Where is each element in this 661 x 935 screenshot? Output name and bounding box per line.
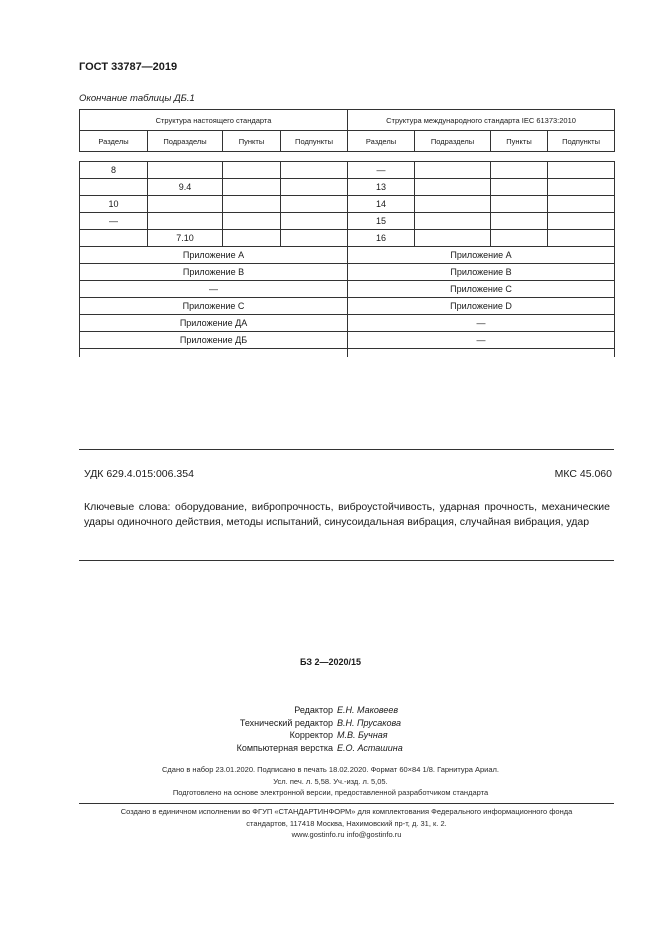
annex-cell-current: Приложение С	[80, 298, 348, 315]
table-cell	[223, 196, 281, 213]
table-cell: 14	[348, 196, 415, 213]
annex-cell-international: Приложение А	[348, 247, 615, 264]
credit-name: В.Н. Прусакова	[337, 717, 401, 728]
annex-cell-current: Приложение ДБ	[80, 332, 348, 349]
table-cell: 8	[80, 162, 148, 179]
divider-top	[79, 449, 614, 450]
column-header: Подразделы	[415, 131, 491, 152]
column-header: Разделы	[80, 131, 148, 152]
column-header: Подразделы	[148, 131, 223, 152]
table-cell: 10	[80, 196, 148, 213]
annex-cell-international: Приложение D	[348, 298, 615, 315]
credits-block	[0, 704, 661, 754]
table-cell	[223, 230, 281, 247]
table-cell	[148, 162, 223, 179]
table-cell	[491, 196, 548, 213]
annex-row	[80, 281, 615, 298]
credit-row	[0, 729, 661, 742]
annex-cell-current: Приложение А	[80, 247, 348, 264]
table-cell	[148, 196, 223, 213]
credit-name: Е.Н. Маковеев	[337, 705, 399, 715]
column-header: Пункты	[491, 131, 548, 152]
footer-divider	[79, 803, 614, 804]
table-cell	[548, 179, 615, 196]
table-cell: 16	[348, 230, 415, 247]
table-cell	[223, 162, 281, 179]
table-cell	[223, 213, 281, 230]
table-cell	[415, 162, 491, 179]
table-cell	[80, 230, 148, 247]
annex-cell-international: Приложение В	[348, 264, 615, 281]
table-cell	[415, 213, 491, 230]
credit-name: Е.О. Асташина	[337, 742, 403, 753]
annex-row	[80, 247, 615, 264]
group-header-current: Структура настоящего стандарта	[80, 110, 348, 131]
column-header: Подпункты	[548, 131, 615, 152]
annex-cell-current: Приложение В	[80, 264, 348, 281]
credit-name: М.В. Бучная	[337, 730, 388, 740]
footer-line: стандартов, 117418 Москва, Нахимовский пр-т, д. 31, к. 2.	[246, 818, 447, 828]
table-cell	[281, 162, 348, 179]
table-cell	[223, 179, 281, 196]
publisher-footer	[79, 806, 614, 841]
table-cell	[281, 230, 348, 247]
credit-row	[0, 717, 661, 730]
keywords-paragraph: Ключевые слова: оборудование, вибропрочность, виброустойчивость, ударная прочность, механические удары одиночного действия, методы испытаний, синусоидальная вибрация, случайная вибрация, удар	[84, 501, 610, 528]
annex-row	[80, 264, 615, 281]
annex-cell-international: —	[348, 332, 615, 349]
table-cell	[548, 162, 615, 179]
table-bottom-space	[80, 349, 615, 358]
table-cell	[548, 213, 615, 230]
standard-code: ГОСТ 33787—2019	[79, 61, 178, 73]
table-row	[80, 196, 615, 213]
table-row	[80, 213, 615, 230]
table-cell	[281, 196, 348, 213]
table-cell	[281, 213, 348, 230]
column-header: Подпункты	[281, 131, 348, 152]
table-cell	[415, 179, 491, 196]
credit-role: Компьютерная верстка	[236, 742, 333, 753]
footer-contacts: www.gostinfo.ru info@gostinfo.ru	[291, 830, 402, 839]
table-cell	[415, 230, 491, 247]
bz-number: БЗ 2—2020/15	[299, 657, 362, 667]
annex-row	[80, 332, 615, 349]
imprint-line: Подготовлено на основе электронной версии, предоставленной разработчиком стандарта	[172, 788, 489, 797]
table-row	[80, 162, 615, 179]
structure-comparison-table	[79, 109, 615, 357]
header-gap-row	[80, 152, 615, 162]
table-cell	[80, 179, 148, 196]
table-caption: Окончание таблицы ДБ.1	[79, 93, 195, 104]
annex-row	[80, 315, 615, 332]
annex-cell-international: Приложение С	[348, 281, 615, 298]
table-cell	[548, 196, 615, 213]
column-header: Разделы	[348, 131, 415, 152]
credit-role: Редактор	[294, 705, 333, 715]
annex-cell-current: —	[80, 281, 348, 298]
table-cell	[148, 213, 223, 230]
table-row	[80, 179, 615, 196]
table-cell	[491, 179, 548, 196]
table-cell: 7.10	[148, 230, 223, 247]
table-column-header-row	[80, 131, 615, 152]
table-cell: —	[80, 213, 148, 230]
annex-row	[80, 298, 615, 315]
mks-code: МКС 45.060	[554, 468, 612, 480]
udk-code: УДК 629.4.015:006.354	[84, 468, 194, 480]
credit-role: Корректор	[289, 730, 333, 740]
credit-role: Технический редактор	[239, 717, 333, 728]
imprint-line: Сдано в набор 23.01.2020. Подписано в печать 18.02.2020. Формат 60×84 1/8. Гарнитура Ариал.	[162, 765, 499, 774]
imprint-line: Усл. печ. л. 5,58. Уч.-изд. л. 5,05.	[273, 776, 388, 786]
table-group-header-row	[80, 110, 615, 131]
table-cell	[281, 179, 348, 196]
table-cell: 13	[348, 179, 415, 196]
table-cell: 9.4	[148, 179, 223, 196]
table-cell	[491, 213, 548, 230]
credit-row	[0, 704, 661, 717]
table-cell	[415, 196, 491, 213]
imprint-block	[0, 764, 661, 799]
table-row	[80, 230, 615, 247]
table-cell	[491, 230, 548, 247]
table-cell: 15	[348, 213, 415, 230]
table-cell: —	[348, 162, 415, 179]
divider-bottom	[79, 560, 614, 561]
group-header-international: Структура международного стандарта IEC 61373:2010	[348, 110, 615, 131]
column-header: Пункты	[223, 131, 281, 152]
annex-cell-current: Приложение ДА	[80, 315, 348, 332]
table-cell	[491, 162, 548, 179]
footer-line: Создано в единичном исполнении во ФГУП «СТАНДАРТИНФОРМ» для комплектования Федерального информационного фонда	[120, 807, 573, 816]
annex-cell-international: —	[348, 315, 615, 332]
credit-row	[0, 742, 661, 755]
table-cell	[548, 230, 615, 247]
